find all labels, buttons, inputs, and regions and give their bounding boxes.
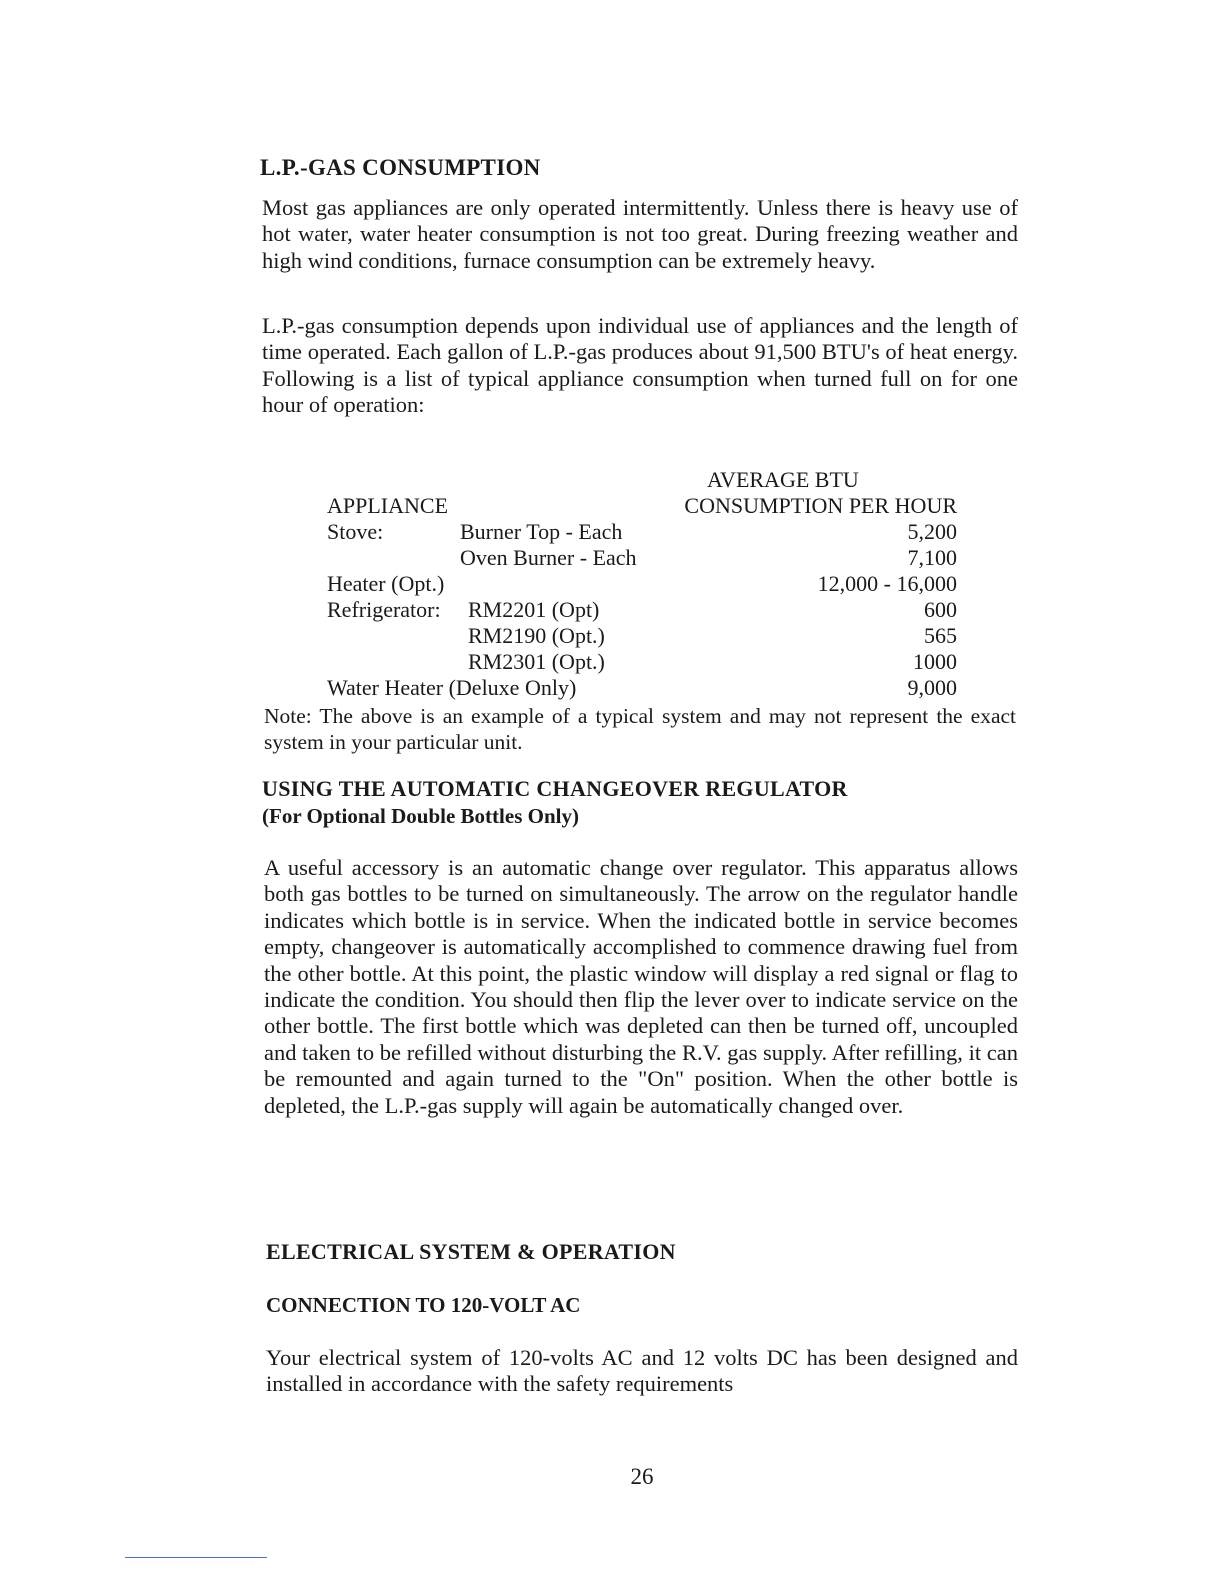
table-row-sub: Burner Top - Each bbox=[460, 519, 623, 544]
table-row-label: Stove: bbox=[327, 519, 384, 544]
table-header-appliance: APPLIANCE bbox=[327, 493, 449, 518]
table-row-label: Water Heater (Deluxe Only) bbox=[327, 675, 577, 700]
page-number: 26 bbox=[630, 1464, 654, 1489]
electrical-subheading: CONNECTION TO 120-VOLT AC bbox=[266, 1293, 581, 1317]
table-header-btu-line2: CONSUMPTION PER HOUR bbox=[684, 493, 957, 518]
electrical-paragraph: Your electrical system of 120-volts AC and 12 volts DC has been designed and installed in accordance with the safety requirements bbox=[266, 1345, 1018, 1397]
table-row-value: 7,100 bbox=[907, 545, 957, 570]
table-row-label: Refrigerator: bbox=[327, 597, 441, 622]
table-row-value: 5,200 bbox=[907, 519, 957, 544]
table-row-value: 600 bbox=[924, 597, 957, 622]
bottom-rule bbox=[125, 1557, 267, 1558]
table-row-sub: RM2190 (Opt.) bbox=[468, 623, 605, 648]
electrical-heading: ELECTRICAL SYSTEM & OPERATION bbox=[266, 1239, 676, 1264]
table-row-sub: RM2301 (Opt.) bbox=[468, 649, 605, 674]
regulator-paragraph: A useful accessory is an automatic change over regulator. This apparatus allows both gas bottles to be turned on simultaneously. The arrow on the regulator handle indicates which bottle is in service. When the indicated bottle in service becomes empty, changeover is automatically accomplished to commence drawing fuel from the other bottle. At this point, the plastic window will display a red signal or flag to indicate the condition. You should then flip the lever over to indicate service on the other bottle. The first bottle which was depleted can then be turned off, uncoupled and taken to be refilled without disturbing the R.V. gas supply. After refilling, it can be remounted and again turned to the "On" position. When the other bottle is depleted, the L.P.-gas supply will again be automatically changed over. bbox=[264, 855, 1018, 1118]
table-note: Note: The above is an example of a typical system and may not represent the exact system in your particular unit. bbox=[264, 704, 1016, 755]
lp-gas-paragraph-1: Most gas appliances are only operated intermittently. Unless there is heavy use of hot water, water heater consumption is not too great. During freezing weather and high wind conditions, furnace consumption can be extremely heavy. bbox=[262, 195, 1018, 273]
table-row-value: 565 bbox=[924, 623, 957, 648]
lp-gas-paragraph-2: L.P.-gas consumption depends upon individual use of appliances and the length of time operated. Each gallon of L.P.-gas produces about 91,500 BTU's of heat energy. Following is a list of typical appliance consumption when turned full on for one hour of operation: bbox=[262, 313, 1018, 418]
table-row-sub: Oven Burner - Each bbox=[460, 545, 637, 570]
table-row-value: 9,000 bbox=[907, 675, 957, 700]
table-row-label: Heater (Opt.) bbox=[327, 571, 445, 596]
regulator-subheading: (For Optional Double Bottles Only) bbox=[262, 804, 579, 828]
table-row-value: 1000 bbox=[913, 649, 957, 674]
table-row-sub: RM2201 (Opt) bbox=[468, 597, 600, 622]
regulator-heading: USING THE AUTOMATIC CHANGEOVER REGULATOR bbox=[262, 776, 848, 801]
lp-gas-heading: L.P.-GAS CONSUMPTION bbox=[260, 155, 541, 180]
table-row-value: 12,000 - 16,000 bbox=[817, 571, 957, 596]
table-header-btu-line1: AVERAGE BTU bbox=[707, 467, 859, 492]
